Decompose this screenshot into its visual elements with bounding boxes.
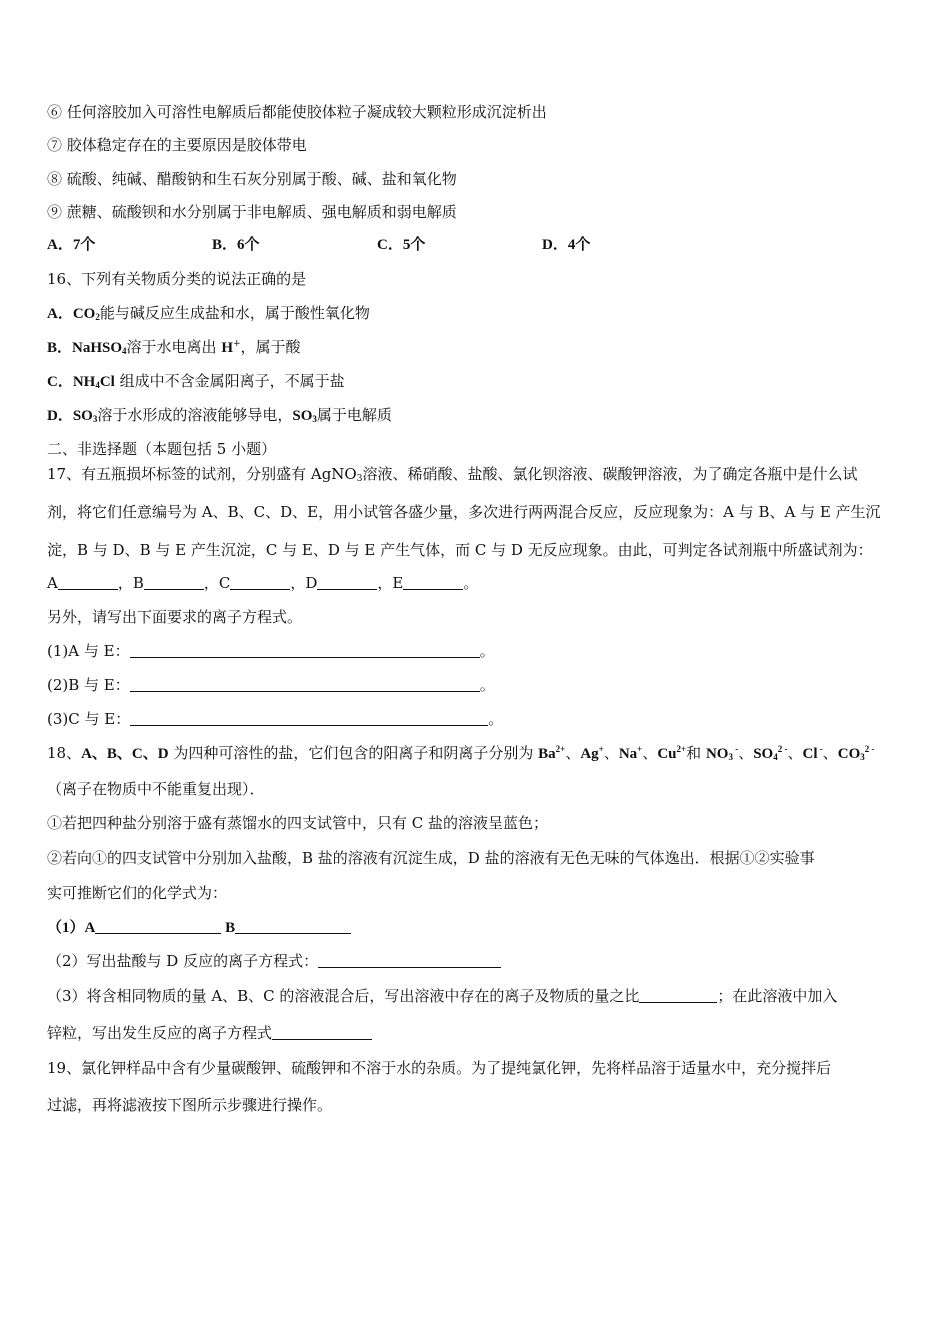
option-letter: A． [47, 237, 73, 253]
part-text: 锌粒，写出发生反应的离子方程式 [47, 1024, 273, 1042]
q17-line-2: 剂，将它们任意编号为 A、B、C、D、E，用小试管各盛少量，多次进行两两混合反应，反应现象为：A 与 B、A 与 E 产生沉 [47, 503, 881, 521]
ion-so4: $SO_4^{2 -}$ [753, 744, 788, 762]
option-text: 6个 [237, 237, 260, 253]
option-text: 属于电解质 [316, 406, 392, 424]
answer-blank-d[interactable] [317, 574, 377, 590]
blank-label: ，B [117, 574, 144, 592]
formula: SO [292, 408, 313, 424]
sep: 、 [565, 744, 581, 762]
option-letter: B． [47, 340, 73, 356]
option-text: 溶于水电离出 [126, 338, 222, 356]
q15-item-6: ⑥ 任何溶胶加入可溶性电解质后都能使胶体粒子凝成较大颗粒形成沉淀析出 [47, 103, 547, 121]
q19-line-1: 19、氯化钾样品中含有少量碳酸钾、硫酸钾和不溶于水的杂质。为了提纯氯化钾，先将样品溶于适量水中，充分搅拌后 [47, 1059, 832, 1077]
answer-blank-ratio[interactable] [639, 987, 717, 1003]
option-text: 组成中不含金属阳离子，不属于盐 [114, 372, 345, 390]
formula: SO [72, 408, 93, 424]
equation-blank-3[interactable] [130, 710, 488, 726]
q16-option-a[interactable] [47, 303, 370, 324]
option-text: ，属于酸 [240, 338, 301, 356]
ion-ag: Ag+ [580, 744, 604, 762]
subscript: 3 [312, 414, 317, 424]
sep: 、 [642, 744, 658, 762]
text: 溶液、稀硝酸、盐酸、氯化钡溶液、碳酸钾溶液，为了确定各瓶中是什么试 [362, 465, 858, 483]
option-letter: C． [47, 374, 73, 390]
eq-label: (3)C 与 E： [47, 710, 131, 728]
blank-label: A [84, 920, 96, 936]
blank-label: B [221, 920, 236, 936]
period: 。 [488, 710, 504, 728]
option-text: 4个 [567, 237, 591, 253]
ion: H [221, 340, 233, 356]
option-text: 5个 [402, 237, 426, 253]
equation-blank-1[interactable] [130, 642, 480, 658]
option-letter: A． [47, 306, 73, 322]
q17-answer-blanks [47, 573, 478, 593]
blank-label: A [47, 574, 58, 592]
period: 。 [463, 574, 479, 592]
question-number: 18、 [47, 744, 82, 762]
subscript: 3 [92, 414, 98, 424]
answer-blank-c[interactable] [230, 574, 290, 590]
text: 17、有五瓶损坏标签的试剂，分别盛有 AgNO [47, 465, 357, 483]
option-text: 7个 [72, 237, 96, 253]
ion-ba: $Ba^{2+}$ [538, 744, 566, 762]
q15-option-a[interactable] [47, 235, 95, 255]
ion-na: Na+ [618, 744, 643, 762]
formula: Cl [99, 374, 115, 390]
option-letter: D． [542, 237, 568, 253]
q15-option-b[interactable] [212, 235, 260, 255]
part-text: （3）将含相同物质的量 A、B、C 的溶液混合后，写出溶液中存在的离子及物质的量之比 [47, 987, 640, 1005]
formula: NH [72, 374, 96, 390]
q18-stem [47, 743, 875, 764]
sep: 、 [603, 744, 619, 762]
q16-option-b[interactable] [47, 337, 301, 358]
q15-item-9: ⑨ 蔗糖、硫酸钡和水分别属于非电解质、强电解质和弱电解质 [47, 203, 457, 221]
sep: 和 [686, 744, 706, 762]
blank-label: ，C [203, 574, 231, 592]
superscript: + [232, 339, 241, 349]
ion-no3: $NO_3$ - [705, 744, 739, 762]
option-letter: C． [377, 237, 403, 253]
answer-blank-e[interactable] [403, 574, 463, 590]
q15-item-7: ⑦ 胶体稳定存在的主要原因是胶体带电 [47, 136, 307, 154]
q15-item-8: ⑧ 硫酸、纯碱、醋酸钠和生石灰分别属于酸、碱、盐和氧化物 [47, 170, 457, 188]
q18-note: （离子在物质中不能重复出现）． [47, 780, 265, 798]
q16-option-c[interactable] [47, 371, 345, 392]
subscript: 4 [95, 380, 100, 390]
answer-blank-equation[interactable] [318, 952, 501, 968]
eq-label: (2)B 与 E： [47, 676, 130, 694]
part-text: ；在此溶液中加入 [717, 987, 838, 1005]
salt-labels: A、B、C、D [81, 746, 169, 762]
subscript: 2 [95, 312, 100, 322]
eq-label: (1)A 与 E： [47, 642, 130, 660]
ion-cl: Cl - [802, 744, 823, 762]
q18-condition-2-cont: 实可推断它们的化学式为： [47, 884, 228, 902]
q18-part-3-cont [47, 1023, 372, 1043]
answer-blank-a[interactable] [95, 918, 221, 934]
period: 。 [479, 676, 495, 694]
option-text: 能与碱反应生成盐和水，属于酸性氧化物 [99, 304, 370, 322]
q18-part-3 [47, 986, 837, 1006]
q18-part-2 [47, 951, 501, 971]
sep: 、 [822, 744, 838, 762]
equation-blank-2[interactable] [130, 676, 480, 692]
q17-extra: 另外，请写出下面要求的离子方程式。 [47, 608, 303, 626]
option-text: 溶于水形成的溶液能够导电， [97, 406, 293, 424]
formula: NaHSO [72, 340, 123, 356]
answer-blank-a[interactable] [58, 574, 118, 590]
blank-label: ，D [290, 574, 318, 592]
blank-label: ，E [377, 574, 404, 592]
q17-line-3: 淀，B 与 D、B 与 E 产生沉淀，C 与 E、D 与 E 产生气体，而 C 与 D 无反应现象。由此，可判定各试剂瓶中所盛试剂为： [47, 541, 873, 559]
q18-part-1 [47, 917, 351, 938]
ion-co3: $CO_3^{2 -}$ [837, 744, 875, 762]
part-text: （2）写出盐酸与 D 反应的离子方程式： [47, 952, 319, 970]
q17-eq-2 [47, 675, 495, 695]
q17-line-1 [47, 464, 857, 484]
q18-condition-2: ②若向①的四支试管中分别加入盐酸，B 盐的溶液有沉淀生成，D 盐的溶液有无色无味的气体逸出．根据①②实验事 [47, 849, 815, 867]
sep: 、 [787, 744, 803, 762]
q19-line-2: 过滤，再将滤液按下图所示步骤进行操作。 [47, 1096, 333, 1114]
q18-condition-1: ①若把四种盐分别溶于盛有蒸馏水的四支试管中，只有 C 盐的溶液呈蓝色； [47, 814, 549, 832]
text: 为四种可溶性的盐，它们包含的阳离子和阴离子分别为 [168, 744, 539, 762]
answer-blank-zinc-equation[interactable] [272, 1024, 372, 1040]
q16-stem: 16、下列有关物质分类的说法正确的是 [47, 270, 307, 288]
answer-blank-b[interactable] [144, 574, 204, 590]
ion-cu: $Cu^{2+}$ [657, 744, 687, 762]
option-letter: D． [47, 408, 73, 424]
q17-eq-1 [47, 641, 495, 661]
section-title: 二、非选择题（本题包括 5 小题） [47, 440, 277, 458]
subscript: 4 [122, 346, 127, 356]
subscript: 3 [356, 474, 363, 484]
q17-eq-3 [47, 709, 503, 729]
answer-blank-b[interactable] [235, 918, 351, 934]
option-letter: B． [212, 237, 238, 253]
period: 。 [479, 642, 495, 660]
q16-option-d[interactable] [47, 405, 392, 426]
q15-option-c[interactable] [377, 235, 425, 255]
part-label: （1） [47, 920, 85, 936]
sep: 、 [738, 744, 754, 762]
formula: CO [72, 306, 96, 322]
q15-option-d[interactable] [542, 235, 590, 255]
